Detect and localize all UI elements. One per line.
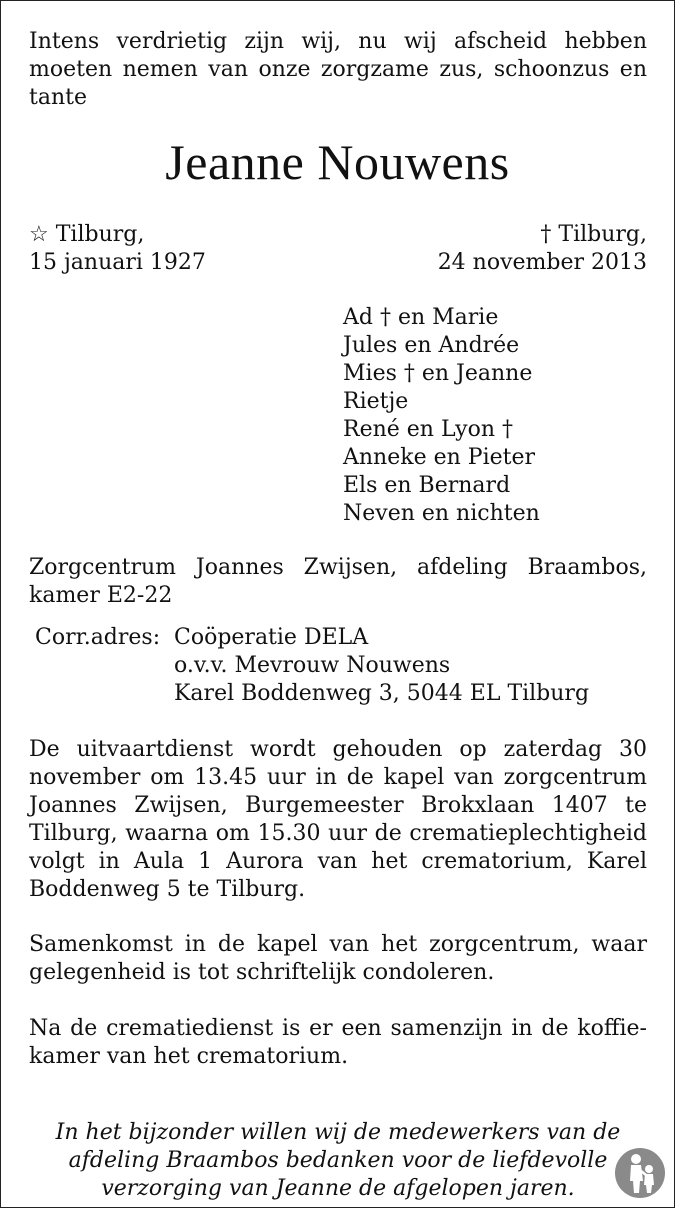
correspondence-label: Corr.adres: [35, 625, 161, 650]
intro-text: Intens verdrietig zijn wij, nu wij afscheid hebben moeten nemen van onze zorgzame zus, schoonzus en tante [29, 29, 647, 110]
family-list [343, 304, 540, 528]
dela-figures-icon [614, 1147, 666, 1199]
birth-line [29, 221, 206, 249]
family-item: Jules en Andrée [343, 333, 520, 358]
deceased-name: Jeanne Nouwens [165, 134, 510, 190]
family-item: Neven en nichten [343, 501, 540, 526]
address-line: o.v.v. Mevrouw Nouwens [174, 653, 451, 678]
family-item: Ad † en Marie [343, 305, 499, 330]
death-info [438, 221, 647, 277]
death-place: Tilburg, [558, 222, 647, 247]
address-line: Karel Boddenweg 3, 5044 EL Tilburg [174, 681, 590, 706]
birth-info [29, 221, 206, 277]
service-text: De uitvaartdienst wordt gehouden op zaterdag 30 november om 13.45 uur in de kapel van zorgcentrum Joannes Zwijsen, Burgemeester Brokxlaan 1407 te Tilburg, waarna om 15.30 uur de crematieplechtigheid volgt in Aula 1 Aurora van het crematorium, Karel Boddenweg 5 te Tilburg. [29, 737, 647, 902]
star-icon: ☆ [29, 222, 49, 247]
correspondence-address [174, 624, 589, 708]
birth-date: 15 januari 1927 [29, 250, 206, 275]
family-item: Anneke en Pieter [343, 445, 536, 470]
after-text: Na de crematiedienst is er een samenzijn in de koffie-kamer van het crematorium. [29, 1016, 647, 1069]
family-item: Rietje [343, 389, 409, 414]
address-line: Coöperatie DELA [174, 625, 369, 650]
birth-place: Tilburg, [55, 222, 145, 247]
thanks-text: In het bijzonder willen wij de medewerkers van de afdeling Braambos bedanken voor de liefdevolle verzorging van Jeanne de afgelopen jaren. [55, 1120, 621, 1201]
death-line [438, 221, 647, 249]
family-item: René en Lyon † [343, 417, 514, 442]
family-item: Mies † en Jeanne [343, 361, 533, 386]
cross-icon: † [540, 222, 552, 247]
death-date: 24 november 2013 [437, 250, 647, 275]
gathering-text: Samenkomst in de kapel van het zorgcentrum, waar gelegenheid is tot schriftelijk condoleren. [29, 932, 647, 985]
residence-text: Zorgcentrum Joannes Zwijsen, afdeling Braambos, kamer E2-22 [29, 555, 647, 608]
family-item: Els en Bernard [343, 473, 511, 498]
